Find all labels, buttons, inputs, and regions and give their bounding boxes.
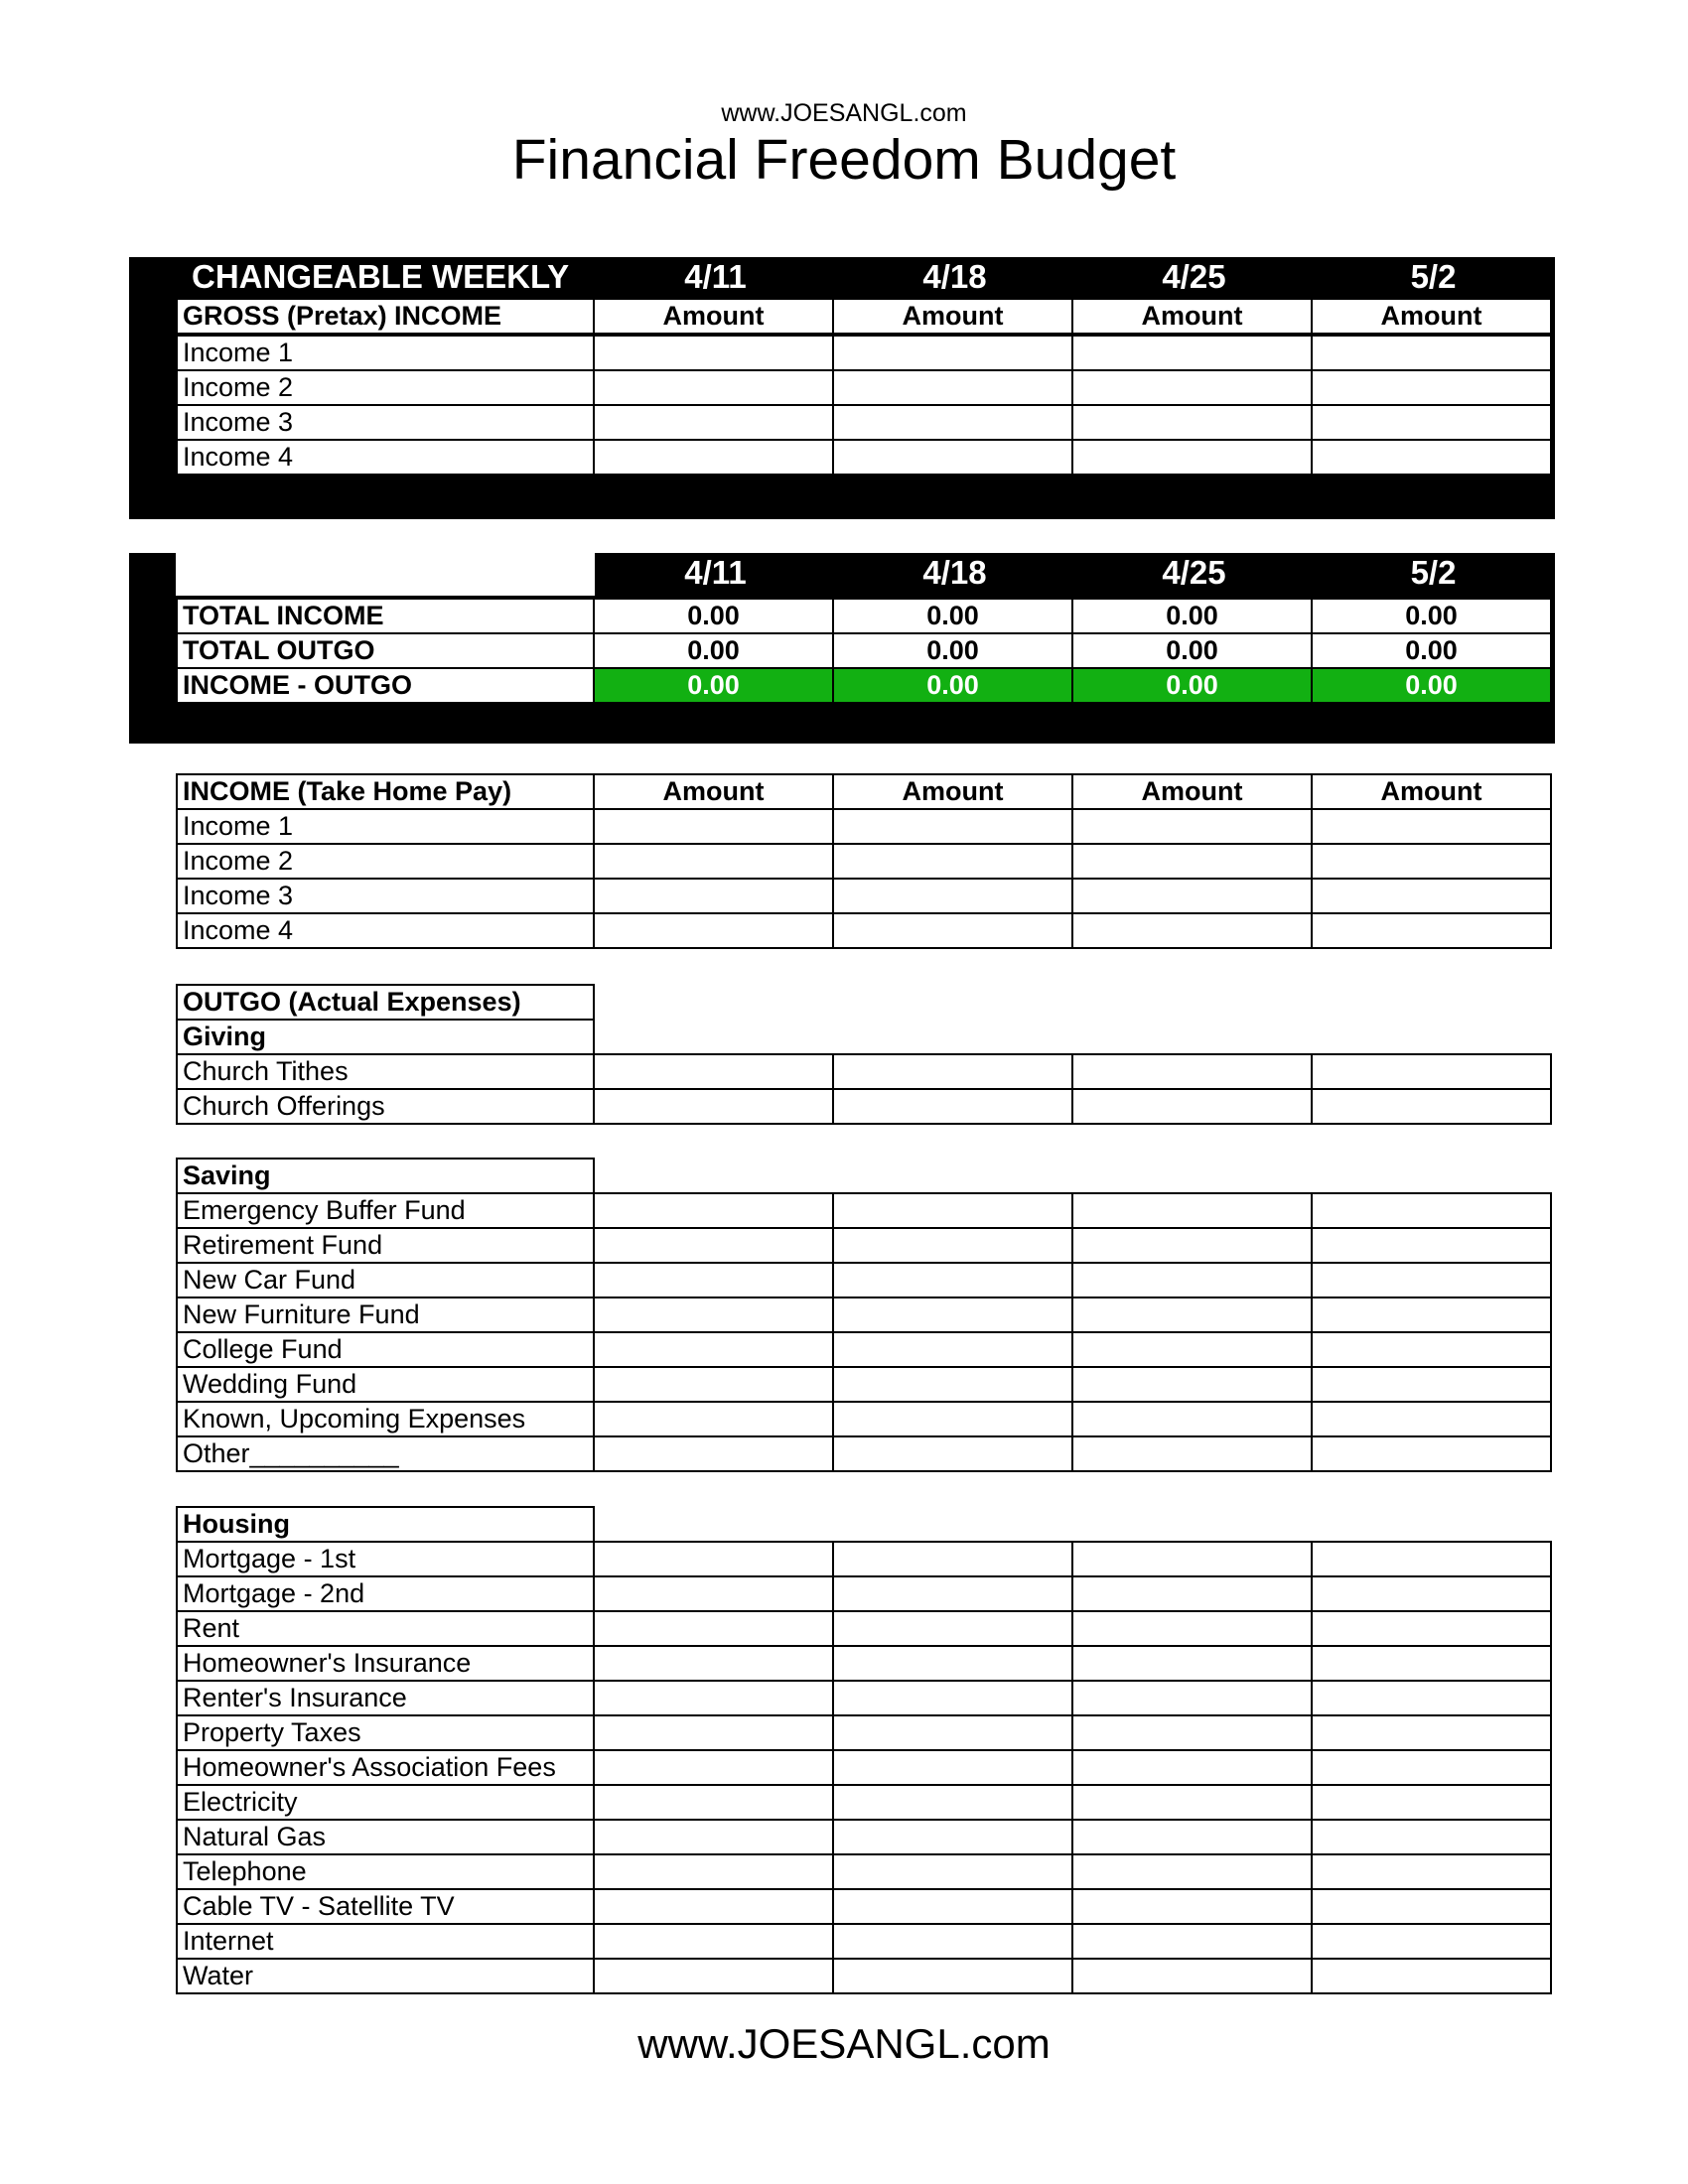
total-outgo-label: TOTAL OUTGO: [176, 632, 595, 669]
amount-entry-cell[interactable]: [1071, 912, 1313, 949]
amount-entry-cell[interactable]: [1311, 1714, 1552, 1751]
amount-entry-cell[interactable]: [593, 1575, 834, 1612]
amount-entry-cell[interactable]: [593, 1541, 834, 1577]
row-label: College Fund: [176, 1331, 595, 1368]
amount-entry-cell[interactable]: [1071, 1714, 1313, 1751]
amount-entry-cell[interactable]: [1071, 369, 1313, 406]
row-label: Internet: [176, 1923, 595, 1960]
amount-entry-cell[interactable]: [1071, 404, 1313, 441]
saving-label: Saving: [176, 1158, 595, 1194]
amount-entry-cell[interactable]: [832, 404, 1073, 441]
amount-entry-cell[interactable]: [1071, 1435, 1313, 1472]
amount-entry-cell[interactable]: [1071, 1192, 1313, 1229]
amount-header: Amount: [1311, 298, 1552, 335]
housing-label: Housing: [176, 1506, 595, 1543]
table-row: [176, 439, 1552, 474]
amount-entry-cell[interactable]: [1311, 1749, 1552, 1786]
row-label: Income 1: [176, 808, 595, 845]
amount-header: Amount: [1071, 773, 1313, 810]
amount-header: Amount: [832, 773, 1073, 810]
amount-entry-cell[interactable]: [593, 1888, 834, 1925]
amount-entry-cell[interactable]: [593, 1853, 834, 1890]
amount-entry-cell[interactable]: [1311, 1262, 1552, 1298]
amount-entry-cell[interactable]: [832, 1297, 1073, 1333]
table-row: [176, 335, 1552, 369]
amount-entry-cell[interactable]: [1311, 1401, 1552, 1437]
table-row: [176, 1366, 1552, 1401]
weekly-date-3: 4/25: [1162, 258, 1226, 295]
total-income-row: [176, 598, 1552, 632]
amount-entry-cell[interactable]: [832, 843, 1073, 880]
amount-entry-cell[interactable]: [832, 369, 1073, 406]
amount-entry-cell[interactable]: [1311, 1575, 1552, 1612]
amount-entry-cell[interactable]: [593, 439, 834, 476]
amount-entry-cell[interactable]: [593, 1680, 834, 1716]
amount-entry-cell[interactable]: [593, 1401, 834, 1437]
table-row: [176, 1331, 1552, 1366]
table-row: [176, 1923, 1552, 1958]
amount-entry-cell[interactable]: [1311, 1680, 1552, 1716]
amount-entry-cell[interactable]: [832, 1262, 1073, 1298]
weekly-date-1: 4/11: [684, 258, 747, 295]
amount-entry-cell[interactable]: [1311, 1610, 1552, 1647]
amount-entry-cell[interactable]: [832, 912, 1073, 949]
row-label: Church Tithes: [176, 1053, 595, 1090]
summary-date-2: 4/18: [922, 554, 987, 591]
weekly-label: CHANGEABLE WEEKLY: [192, 258, 570, 295]
table-row: [176, 912, 1552, 947]
amount-entry-cell[interactable]: [593, 1192, 834, 1229]
amount-entry-cell[interactable]: [1071, 335, 1313, 371]
amount-entry-cell[interactable]: [1311, 1192, 1552, 1229]
amount-entry-cell[interactable]: [593, 1435, 834, 1472]
amount-entry-cell[interactable]: [593, 1749, 834, 1786]
outgo-header-row: [176, 984, 595, 1019]
amount-entry-cell[interactable]: [1311, 1819, 1552, 1855]
amount-entry-cell[interactable]: [1071, 1749, 1313, 1786]
amount-entry-cell[interactable]: [1311, 843, 1552, 880]
amount-entry-cell[interactable]: [1071, 1575, 1313, 1612]
income-minus-outgo-label: INCOME - OUTGO: [176, 667, 595, 704]
row-label: Emergency Buffer Fund: [176, 1192, 595, 1229]
housing-header-row: [176, 1506, 595, 1541]
take-home-label: INCOME (Take Home Pay): [176, 773, 595, 810]
summary-date-1: 4/11: [684, 554, 747, 591]
amount-entry-cell[interactable]: [832, 1749, 1073, 1786]
summary-blank-corner: [176, 553, 595, 596]
amount-entry-cell[interactable]: [832, 1435, 1073, 1472]
table-row: [176, 1749, 1552, 1784]
amount-entry-cell[interactable]: [1311, 1541, 1552, 1577]
row-label: Income 3: [176, 404, 595, 441]
total-outgo-value: 0.00: [593, 632, 834, 669]
summary-date-4: 5/2: [1410, 554, 1457, 591]
table-row: [176, 1541, 1552, 1575]
amount-entry-cell[interactable]: [1071, 1645, 1313, 1682]
table-row: [176, 1714, 1552, 1749]
amount-entry-cell[interactable]: [593, 369, 834, 406]
amount-entry-cell[interactable]: [1071, 1819, 1313, 1855]
amount-entry-cell[interactable]: [1071, 1366, 1313, 1403]
table-row: [176, 1680, 1552, 1714]
amount-entry-cell[interactable]: [832, 1227, 1073, 1264]
take-home-header-row: [176, 773, 1552, 808]
table-row: [176, 1053, 1552, 1088]
amount-entry-cell[interactable]: [1071, 1297, 1313, 1333]
amount-entry-cell[interactable]: [1071, 843, 1313, 880]
amount-entry-cell[interactable]: [593, 912, 834, 949]
amount-entry-cell[interactable]: [1311, 1366, 1552, 1403]
amount-entry-cell[interactable]: [832, 1192, 1073, 1229]
amount-entry-cell[interactable]: [593, 335, 834, 371]
amount-entry-cell[interactable]: [593, 1784, 834, 1821]
table-row: [176, 1297, 1552, 1331]
table-row: [176, 1435, 1552, 1470]
amount-entry-cell[interactable]: [1311, 1435, 1552, 1472]
total-outgo-value: 0.00: [1071, 632, 1313, 669]
amount-entry-cell[interactable]: [832, 1714, 1073, 1751]
amount-entry-cell[interactable]: [1311, 404, 1552, 441]
amount-entry-cell[interactable]: [1071, 1888, 1313, 1925]
amount-entry-cell[interactable]: [1311, 335, 1552, 371]
amount-entry-cell[interactable]: [832, 808, 1073, 845]
amount-entry-cell[interactable]: [1071, 1680, 1313, 1716]
site-url-top: www.JOESANGL.com: [721, 99, 967, 127]
table-row: [176, 1192, 1552, 1227]
amount-entry-cell[interactable]: [1311, 1331, 1552, 1368]
amount-entry-cell[interactable]: [832, 1088, 1073, 1125]
amount-entry-cell[interactable]: [1071, 439, 1313, 476]
table-row: [176, 1227, 1552, 1262]
amount-entry-cell[interactable]: [832, 1053, 1073, 1090]
amount-entry-cell[interactable]: [593, 1227, 834, 1264]
amount-entry-cell[interactable]: [593, 1053, 834, 1090]
amount-entry-cell[interactable]: [1071, 1923, 1313, 1960]
row-label: Cable TV - Satellite TV: [176, 1888, 595, 1925]
row-label: Water: [176, 1958, 595, 1994]
table-row: [176, 1888, 1552, 1923]
weekly-date-2: 4/18: [922, 258, 987, 295]
amount-entry-cell[interactable]: [832, 1541, 1073, 1577]
income-minus-outgo-value: 0.00: [1311, 667, 1552, 704]
amount-entry-cell[interactable]: [1071, 808, 1313, 845]
table-row: [176, 1401, 1552, 1435]
row-label: Mortgage - 1st: [176, 1541, 595, 1577]
table-row: [176, 878, 1552, 912]
row-label: Known, Upcoming Expenses: [176, 1401, 595, 1437]
amount-entry-cell[interactable]: [1311, 369, 1552, 406]
amount-entry-cell[interactable]: [1311, 1645, 1552, 1682]
row-label: Rent: [176, 1610, 595, 1647]
amount-entry-cell[interactable]: [1071, 1053, 1313, 1090]
table-row: [176, 1610, 1552, 1645]
amount-entry-cell[interactable]: [1311, 1053, 1552, 1090]
amount-entry-cell[interactable]: [1071, 878, 1313, 914]
amount-entry-cell[interactable]: [832, 1645, 1073, 1682]
income-minus-outgo-value: 0.00: [593, 667, 834, 704]
income-minus-outgo-row: [176, 667, 1552, 702]
amount-entry-cell[interactable]: [593, 1923, 834, 1960]
table-row: [176, 808, 1552, 843]
row-label: Homeowner's Insurance: [176, 1645, 595, 1682]
table-row: [176, 404, 1552, 439]
amount-entry-cell[interactable]: [593, 1958, 834, 1994]
amount-entry-cell[interactable]: [832, 1610, 1073, 1647]
row-label: Electricity: [176, 1784, 595, 1821]
row-label: Property Taxes: [176, 1714, 595, 1751]
amount-entry-cell[interactable]: [593, 1610, 834, 1647]
amount-entry-cell[interactable]: [1071, 1610, 1313, 1647]
row-label: Income 4: [176, 912, 595, 949]
amount-entry-cell[interactable]: [832, 1575, 1073, 1612]
amount-entry-cell[interactable]: [593, 1331, 834, 1368]
amount-header: Amount: [593, 298, 834, 335]
gross-label: GROSS (Pretax) INCOME: [176, 298, 595, 335]
row-label: Income 1: [176, 335, 595, 371]
total-income-value: 0.00: [1071, 598, 1313, 634]
row-label: Telephone: [176, 1853, 595, 1890]
table-row: [176, 1262, 1552, 1297]
total-income-value: 0.00: [1311, 598, 1552, 634]
total-outgo-value: 0.00: [1311, 632, 1552, 669]
amount-header: Amount: [593, 773, 834, 810]
total-outgo-row: [176, 632, 1552, 667]
amount-entry-cell[interactable]: [1071, 1331, 1313, 1368]
table-row: [176, 843, 1552, 878]
amount-entry-cell[interactable]: [832, 1366, 1073, 1403]
total-income-value: 0.00: [593, 598, 834, 634]
table-row: [176, 1853, 1552, 1888]
amount-entry-cell[interactable]: [832, 1958, 1073, 1994]
amount-entry-cell[interactable]: [832, 335, 1073, 371]
amount-header: Amount: [1311, 773, 1552, 810]
row-label: Income 3: [176, 878, 595, 914]
amount-entry-cell[interactable]: [832, 1680, 1073, 1716]
amount-entry-cell[interactable]: [1311, 1923, 1552, 1960]
amount-entry-cell[interactable]: [832, 1853, 1073, 1890]
amount-entry-cell[interactable]: [832, 1401, 1073, 1437]
income-minus-outgo-value: 0.00: [832, 667, 1073, 704]
giving-label: Giving: [176, 1019, 595, 1055]
row-label: Church Offerings: [176, 1088, 595, 1125]
table-row: [176, 1645, 1552, 1680]
amount-entry-cell[interactable]: [593, 843, 834, 880]
outgo-label: OUTGO (Actual Expenses): [176, 984, 595, 1021]
amount-entry-cell[interactable]: [593, 1819, 834, 1855]
amount-entry-cell[interactable]: [593, 1297, 834, 1333]
amount-entry-cell[interactable]: [1311, 1297, 1552, 1333]
amount-header: Amount: [1071, 298, 1313, 335]
amount-entry-cell[interactable]: [1071, 1853, 1313, 1890]
amount-entry-cell[interactable]: [1311, 1784, 1552, 1821]
amount-entry-cell[interactable]: [593, 878, 834, 914]
amount-entry-cell[interactable]: [832, 878, 1073, 914]
amount-entry-cell[interactable]: [1071, 1227, 1313, 1264]
amount-entry-cell[interactable]: [593, 404, 834, 441]
amount-entry-cell[interactable]: [1071, 1088, 1313, 1125]
table-row: [176, 1819, 1552, 1853]
total-income-label: TOTAL INCOME: [176, 598, 595, 634]
amount-entry-cell[interactable]: [593, 1714, 834, 1751]
amount-entry-cell[interactable]: [832, 1331, 1073, 1368]
row-label: Retirement Fund: [176, 1227, 595, 1264]
amount-entry-cell[interactable]: [1311, 878, 1552, 914]
row-label: Wedding Fund: [176, 1366, 595, 1403]
table-row: [176, 369, 1552, 404]
weekly-date-4: 5/2: [1410, 258, 1457, 295]
amount-entry-cell[interactable]: [593, 1262, 834, 1298]
row-label: Income 2: [176, 369, 595, 406]
amount-entry-cell[interactable]: [1071, 1541, 1313, 1577]
amount-entry-cell[interactable]: [1311, 1958, 1552, 1994]
table-row: [176, 1958, 1552, 1992]
row-label: New Furniture Fund: [176, 1297, 595, 1333]
amount-entry-cell[interactable]: [1071, 1958, 1313, 1994]
amount-entry-cell[interactable]: [1071, 1262, 1313, 1298]
amount-entry-cell[interactable]: [832, 439, 1073, 476]
giving-header-row: [176, 1019, 595, 1053]
table-row: [176, 1575, 1552, 1610]
summary-date-3: 4/25: [1162, 554, 1226, 591]
amount-entry-cell[interactable]: [593, 1645, 834, 1682]
gross-header-row: [176, 298, 1552, 333]
amount-header: Amount: [832, 298, 1073, 335]
row-label: Natural Gas: [176, 1819, 595, 1855]
amount-entry-cell[interactable]: [593, 808, 834, 845]
row-label: Income 4: [176, 439, 595, 476]
saving-header-row: [176, 1158, 595, 1192]
amount-entry-cell[interactable]: [1311, 1227, 1552, 1264]
total-income-value: 0.00: [832, 598, 1073, 634]
site-url-bottom: www.JOESANGL.com: [637, 2020, 1051, 2067]
amount-entry-cell[interactable]: [832, 1888, 1073, 1925]
amount-entry-cell[interactable]: [593, 1088, 834, 1125]
total-outgo-value: 0.00: [832, 632, 1073, 669]
row-label: Other__________: [176, 1435, 595, 1472]
row-label: Income 2: [176, 843, 595, 880]
amount-entry-cell[interactable]: [1311, 808, 1552, 845]
page-title: Financial Freedom Budget: [511, 128, 1177, 192]
amount-entry-cell[interactable]: [832, 1819, 1073, 1855]
row-label: Mortgage - 2nd: [176, 1575, 595, 1612]
income-minus-outgo-value: 0.00: [1071, 667, 1313, 704]
row-label: Homeowner's Association Fees: [176, 1749, 595, 1786]
amount-entry-cell[interactable]: [832, 1784, 1073, 1821]
amount-entry-cell[interactable]: [1311, 1853, 1552, 1890]
table-row: [176, 1088, 1552, 1123]
amount-entry-cell[interactable]: [1311, 1888, 1552, 1925]
amount-entry-cell[interactable]: [1311, 1088, 1552, 1125]
amount-entry-cell[interactable]: [1311, 912, 1552, 949]
row-label: Renter's Insurance: [176, 1680, 595, 1716]
amount-entry-cell[interactable]: [1071, 1401, 1313, 1437]
amount-entry-cell[interactable]: [1311, 439, 1552, 476]
row-label: New Car Fund: [176, 1262, 595, 1298]
amount-entry-cell[interactable]: [832, 1923, 1073, 1960]
table-row: [176, 1784, 1552, 1819]
amount-entry-cell[interactable]: [1071, 1784, 1313, 1821]
amount-entry-cell[interactable]: [593, 1366, 834, 1403]
